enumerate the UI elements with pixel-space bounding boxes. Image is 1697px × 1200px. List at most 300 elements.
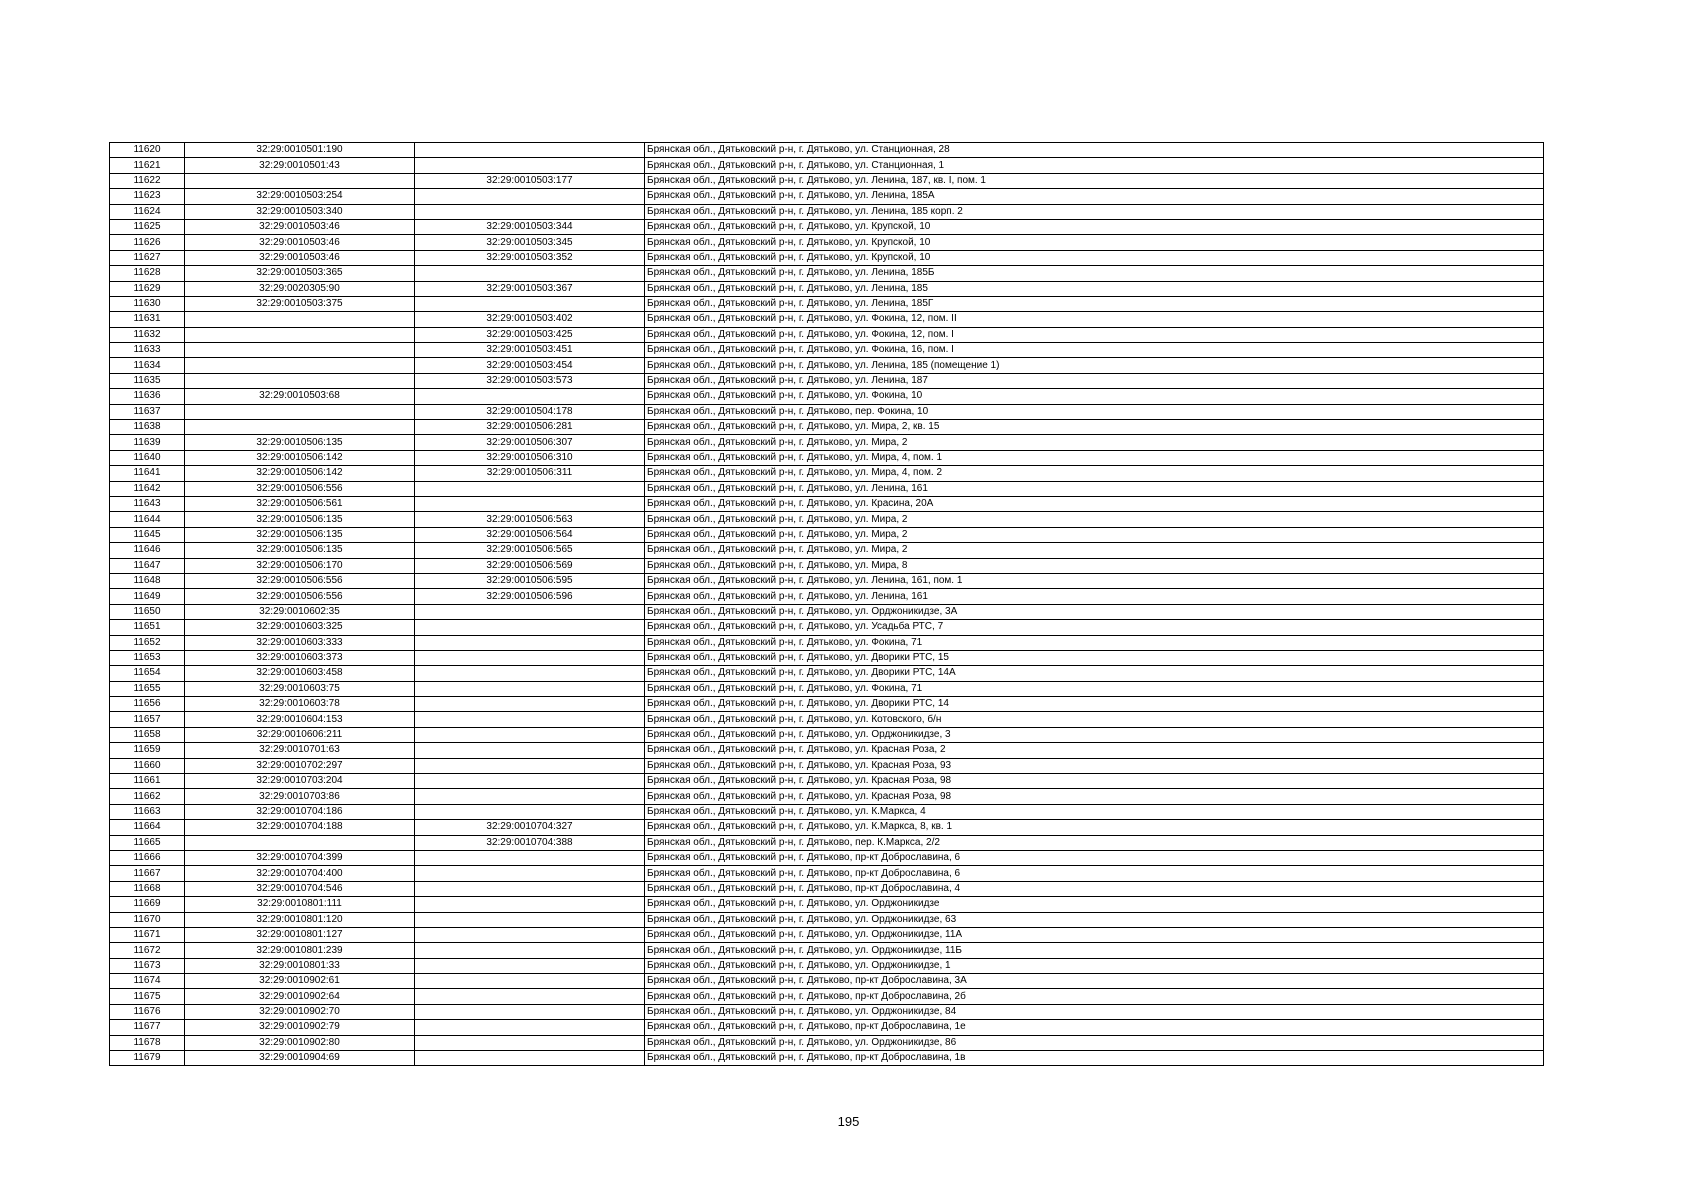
- cadastral-number-cell: 32:29:0010503:340: [185, 204, 415, 219]
- row-number-cell: 11632: [110, 327, 185, 342]
- premises-cadastral-number-cell: 32:29:0010506:563: [415, 512, 645, 527]
- row-number-cell: 11660: [110, 758, 185, 773]
- row-number-cell: 11649: [110, 589, 185, 604]
- premises-cadastral-number-cell: 32:29:0010503:344: [415, 219, 645, 234]
- address-cell: Брянская обл., Дятьковский р-н, г. Дятьково, ул. Орджоникидзе, 11Б: [645, 943, 1544, 958]
- premises-cadastral-number-cell: 32:29:0010504:178: [415, 404, 645, 419]
- row-number-cell: 11630: [110, 296, 185, 311]
- cadastral-number-cell: 32:29:0010503:46: [185, 219, 415, 234]
- address-cell: Брянская обл., Дятьковский р-н, г. Дятьково, ул. К.Маркса, 8, кв. 1: [645, 820, 1544, 835]
- row-number-cell: 11645: [110, 527, 185, 542]
- cadastral-number-cell: 32:29:0010603:458: [185, 666, 415, 681]
- table-row: [110, 158, 1544, 173]
- table-row: [110, 804, 1544, 819]
- row-number-cell: 11679: [110, 1051, 185, 1066]
- row-number-cell: 11634: [110, 358, 185, 373]
- cadastral-number-cell: 32:29:0010503:375: [185, 296, 415, 311]
- address-cell: Брянская обл., Дятьковский р-н, г. Дятьково, ул. Мира, 2: [645, 435, 1544, 450]
- cadastral-number-cell: 32:29:0010506:556: [185, 573, 415, 588]
- premises-cadastral-number-cell: [415, 743, 645, 758]
- premises-cadastral-number-cell: [415, 389, 645, 404]
- address-cell: Брянская обл., Дятьковский р-н, г. Дятьково, ул. Фокина, 10: [645, 389, 1544, 404]
- address-cell: Брянская обл., Дятьковский р-н, г. Дятьково, пер. К.Маркса, 2/2: [645, 835, 1544, 850]
- cadastral-number-cell: 32:29:0010503:365: [185, 266, 415, 281]
- address-cell: Брянская обл., Дятьковский р-н, г. Дятьково, ул. Дворики РТС, 14А: [645, 666, 1544, 681]
- cadastral-number-cell: [185, 173, 415, 188]
- address-cell: Брянская обл., Дятьковский р-н, г. Дятьково, ул. Котовского, б/н: [645, 712, 1544, 727]
- cadastral-number-cell: 32:29:0010801:239: [185, 943, 415, 958]
- table-row: [110, 189, 1544, 204]
- premises-cadastral-number-cell: [415, 650, 645, 665]
- address-cell: Брянская обл., Дятьковский р-н, г. Дятьково, ул. Ленина, 161: [645, 481, 1544, 496]
- address-cell: Брянская обл., Дятьковский р-н, г. Дятьково, пер. Фокина, 10: [645, 404, 1544, 419]
- row-number-cell: 11642: [110, 481, 185, 496]
- premises-cadastral-number-cell: [415, 496, 645, 511]
- address-cell: Брянская обл., Дятьковский р-н, г. Дятьково, пр-кт Доброславина, 3А: [645, 974, 1544, 989]
- address-cell: Брянская обл., Дятьковский р-н, г. Дятьково, ул. Ленина, 185 корп. 2: [645, 204, 1544, 219]
- address-cell: Брянская обл., Дятьковский р-н, г. Дятьково, ул. Орджоникидзе, 3: [645, 727, 1544, 742]
- address-cell: Брянская обл., Дятьковский р-н, г. Дятьково, ул. Фокина, 12, пом. II: [645, 312, 1544, 327]
- table-row: [110, 943, 1544, 958]
- table-row: [110, 666, 1544, 681]
- premises-cadastral-number-cell: [415, 927, 645, 942]
- premises-cadastral-number-cell: 32:29:0010506:595: [415, 573, 645, 588]
- premises-cadastral-number-cell: 32:29:0010503:454: [415, 358, 645, 373]
- table-row: [110, 697, 1544, 712]
- address-cell: Брянская обл., Дятьковский р-н, г. Дятьково, ул. Красная Роза, 98: [645, 789, 1544, 804]
- row-number-cell: 11635: [110, 373, 185, 388]
- cadastral-number-cell: 32:29:0010506:135: [185, 435, 415, 450]
- premises-cadastral-number-cell: [415, 897, 645, 912]
- cadastral-number-cell: 32:29:0010902:61: [185, 974, 415, 989]
- premises-cadastral-number-cell: 32:29:0010506:307: [415, 435, 645, 450]
- address-cell: Брянская обл., Дятьковский р-н, г. Дятьково, ул. Мира, 2: [645, 512, 1544, 527]
- row-number-cell: 11620: [110, 143, 185, 158]
- row-number-cell: 11643: [110, 496, 185, 511]
- premises-cadastral-number-cell: [415, 296, 645, 311]
- premises-cadastral-number-cell: 32:29:0010704:388: [415, 835, 645, 850]
- table-row: [110, 727, 1544, 742]
- row-number-cell: 11624: [110, 204, 185, 219]
- address-cell: Брянская обл., Дятьковский р-н, г. Дятьково, ул. Орджоникидзе, 3А: [645, 604, 1544, 619]
- row-number-cell: 11631: [110, 312, 185, 327]
- row-number-cell: 11667: [110, 866, 185, 881]
- cadastral-number-cell: 32:29:0010506:142: [185, 450, 415, 465]
- premises-cadastral-number-cell: [415, 974, 645, 989]
- premises-cadastral-number-cell: 32:29:0010506:310: [415, 450, 645, 465]
- table-row: [110, 173, 1544, 188]
- cadastral-number-cell: 32:29:0010603:75: [185, 681, 415, 696]
- premises-cadastral-number-cell: [415, 881, 645, 896]
- address-cell: Брянская обл., Дятьковский р-н, г. Дятьково, ул. Крупской, 10: [645, 250, 1544, 265]
- table-row: [110, 989, 1544, 1004]
- premises-cadastral-number-cell: [415, 989, 645, 1004]
- table-row: [110, 481, 1544, 496]
- table-row: [110, 435, 1544, 450]
- row-number-cell: 11675: [110, 989, 185, 1004]
- cadastral-number-cell: 32:29:0010801:127: [185, 927, 415, 942]
- cadastral-number-cell: 32:29:0010503:46: [185, 250, 415, 265]
- cadastral-number-cell: [185, 343, 415, 358]
- premises-cadastral-number-cell: [415, 204, 645, 219]
- premises-cadastral-number-cell: [415, 958, 645, 973]
- table-row: [110, 450, 1544, 465]
- row-number-cell: 11673: [110, 958, 185, 973]
- row-number-cell: 11650: [110, 604, 185, 619]
- cadastral-number-cell: 32:29:0010503:68: [185, 389, 415, 404]
- address-cell: Брянская обл., Дятьковский р-н, г. Дятьково, ул. Красная Роза, 2: [645, 743, 1544, 758]
- row-number-cell: 11654: [110, 666, 185, 681]
- premises-cadastral-number-cell: 32:29:0010503:451: [415, 343, 645, 358]
- cadastral-number-cell: 32:29:0010501:43: [185, 158, 415, 173]
- cadastral-number-cell: 32:29:0010603:78: [185, 697, 415, 712]
- row-number-cell: 11674: [110, 974, 185, 989]
- cadastral-number-cell: [185, 420, 415, 435]
- table-row: [110, 266, 1544, 281]
- row-number-cell: 11652: [110, 635, 185, 650]
- premises-cadastral-number-cell: [415, 850, 645, 865]
- table-row: [110, 466, 1544, 481]
- cadastral-number-cell: 32:29:0010801:120: [185, 912, 415, 927]
- table-row: [110, 712, 1544, 727]
- address-cell: Брянская обл., Дятьковский р-н, г. Дятьково, ул. Фокина, 71: [645, 681, 1544, 696]
- cadastral-number-cell: 32:29:0010506:170: [185, 558, 415, 573]
- row-number-cell: 11648: [110, 573, 185, 588]
- cadastral-number-cell: 32:29:0010501:190: [185, 143, 415, 158]
- table-row: [110, 343, 1544, 358]
- table-row: [110, 743, 1544, 758]
- cadastral-number-cell: 32:29:0010604:153: [185, 712, 415, 727]
- address-cell: Брянская обл., Дятьковский р-н, г. Дятьково, ул. Ленина, 187: [645, 373, 1544, 388]
- table-row: [110, 327, 1544, 342]
- premises-cadastral-number-cell: [415, 189, 645, 204]
- row-number-cell: 11641: [110, 466, 185, 481]
- table-row: [110, 404, 1544, 419]
- table-row: [110, 512, 1544, 527]
- cadastral-number-cell: 32:29:0010506:556: [185, 589, 415, 604]
- cadastral-number-cell: 32:29:0010704:546: [185, 881, 415, 896]
- row-number-cell: 11644: [110, 512, 185, 527]
- premises-cadastral-number-cell: [415, 1004, 645, 1019]
- cadastral-number-cell: 32:29:0010603:373: [185, 650, 415, 665]
- cadastral-number-cell: 32:29:0010704:186: [185, 804, 415, 819]
- address-cell: Брянская обл., Дятьковский р-н, г. Дятьково, ул. Орджоникидзе, 86: [645, 1035, 1544, 1050]
- address-cell: Брянская обл., Дятьковский р-н, г. Дятьково, пр-кт Доброславина, 4: [645, 881, 1544, 896]
- address-cell: Брянская обл., Дятьковский р-н, г. Дятьково, ул. Усадьба РТС, 7: [645, 620, 1544, 635]
- address-cell: Брянская обл., Дятьковский р-н, г. Дятьково, ул. Фокина, 12, пом. I: [645, 327, 1544, 342]
- row-number-cell: 11651: [110, 620, 185, 635]
- table-row: [110, 620, 1544, 635]
- cadastral-number-cell: 32:29:0010506:135: [185, 543, 415, 558]
- premises-cadastral-number-cell: 32:29:0010506:569: [415, 558, 645, 573]
- premises-cadastral-number-cell: 32:29:0010506:281: [415, 420, 645, 435]
- row-number-cell: 11629: [110, 281, 185, 296]
- premises-cadastral-number-cell: [415, 681, 645, 696]
- cadastral-number-cell: 32:29:0010801:33: [185, 958, 415, 973]
- address-cell: Брянская обл., Дятьковский р-н, г. Дятьково, пр-кт Доброславина, 6: [645, 866, 1544, 881]
- table-row: [110, 650, 1544, 665]
- row-number-cell: 11653: [110, 650, 185, 665]
- table-row: [110, 235, 1544, 250]
- row-number-cell: 11655: [110, 681, 185, 696]
- premises-cadastral-number-cell: [415, 943, 645, 958]
- row-number-cell: 11663: [110, 804, 185, 819]
- row-number-cell: 11656: [110, 697, 185, 712]
- row-number-cell: 11664: [110, 820, 185, 835]
- premises-cadastral-number-cell: [415, 712, 645, 727]
- row-number-cell: 11672: [110, 943, 185, 958]
- address-cell: Брянская обл., Дятьковский р-н, г. Дятьково, ул. Фокина, 71: [645, 635, 1544, 650]
- table-row: [110, 758, 1544, 773]
- row-number-cell: 11662: [110, 789, 185, 804]
- premises-cadastral-number-cell: 32:29:0010503:352: [415, 250, 645, 265]
- table-row: [110, 143, 1544, 158]
- address-cell: Брянская обл., Дятьковский р-н, г. Дятьково, ул. Мира, 2: [645, 543, 1544, 558]
- cadastral-number-cell: 32:29:0010703:86: [185, 789, 415, 804]
- cadastral-number-cell: 32:29:0010606:211: [185, 727, 415, 742]
- cadastral-number-cell: 32:29:0020305:90: [185, 281, 415, 296]
- premises-cadastral-number-cell: [415, 620, 645, 635]
- row-number-cell: 11638: [110, 420, 185, 435]
- table-row: [110, 281, 1544, 296]
- table-row: [110, 589, 1544, 604]
- address-cell: Брянская обл., Дятьковский р-н, г. Дятьково, ул. Орджоникидзе, 84: [645, 1004, 1544, 1019]
- table-row: [110, 573, 1544, 588]
- premises-cadastral-number-cell: 32:29:0010503:177: [415, 173, 645, 188]
- address-cell: Брянская обл., Дятьковский р-н, г. Дятьково, ул. Красная Роза, 98: [645, 774, 1544, 789]
- address-cell: Брянская обл., Дятьковский р-н, г. Дятьково, ул. Ленина, 185: [645, 281, 1544, 296]
- premises-cadastral-number-cell: [415, 697, 645, 712]
- cadastral-number-cell: 32:29:0010703:204: [185, 774, 415, 789]
- row-number-cell: 11640: [110, 450, 185, 465]
- cadastral-number-cell: 32:29:0010902:79: [185, 1020, 415, 1035]
- cadastral-number-cell: [185, 404, 415, 419]
- cadastral-number-cell: 32:29:0010704:399: [185, 850, 415, 865]
- row-number-cell: 11621: [110, 158, 185, 173]
- row-number-cell: 11633: [110, 343, 185, 358]
- table-row: [110, 681, 1544, 696]
- cadastral-number-cell: 32:29:0010503:254: [185, 189, 415, 204]
- row-number-cell: 11647: [110, 558, 185, 573]
- cadastral-number-cell: 32:29:0010506:556: [185, 481, 415, 496]
- premises-cadastral-number-cell: [415, 143, 645, 158]
- table-row: [110, 527, 1544, 542]
- table-row: [110, 312, 1544, 327]
- premises-cadastral-number-cell: 32:29:0010704:327: [415, 820, 645, 835]
- row-number-cell: 11670: [110, 912, 185, 927]
- address-cell: Брянская обл., Дятьковский р-н, г. Дятьково, пр-кт Доброславина, 2б: [645, 989, 1544, 1004]
- table-row: [110, 358, 1544, 373]
- premises-cadastral-number-cell: [415, 266, 645, 281]
- address-cell: Брянская обл., Дятьковский р-н, г. Дятьково, ул. Мира, 4, пом. 2: [645, 466, 1544, 481]
- premises-cadastral-number-cell: 32:29:0010503:573: [415, 373, 645, 388]
- address-cell: Брянская обл., Дятьковский р-н, г. Дятьково, пр-кт Доброславина, 6: [645, 850, 1544, 865]
- premises-cadastral-number-cell: [415, 1020, 645, 1035]
- row-number-cell: 11657: [110, 712, 185, 727]
- table-row: [110, 850, 1544, 865]
- table-row: [110, 219, 1544, 234]
- cadastral-number-cell: 32:29:0010704:188: [185, 820, 415, 835]
- address-cell: Брянская обл., Дятьковский р-н, г. Дятьково, ул. Фокина, 16, пом. I: [645, 343, 1544, 358]
- address-cell: Брянская обл., Дятьковский р-н, г. Дятьково, ул. Орджоникидзе, 11А: [645, 927, 1544, 942]
- table-row: [110, 635, 1544, 650]
- premises-cadastral-number-cell: 32:29:0010503:345: [415, 235, 645, 250]
- table-row: [110, 1051, 1544, 1066]
- premises-cadastral-number-cell: [415, 804, 645, 819]
- registry-table: [109, 142, 1544, 1066]
- cadastral-number-cell: 32:29:0010902:80: [185, 1035, 415, 1050]
- premises-cadastral-number-cell: [415, 666, 645, 681]
- table-row: [110, 373, 1544, 388]
- row-number-cell: 11659: [110, 743, 185, 758]
- cadastral-number-cell: 32:29:0010506:135: [185, 512, 415, 527]
- row-number-cell: 11658: [110, 727, 185, 742]
- cadastral-number-cell: 32:29:0010704:400: [185, 866, 415, 881]
- address-cell: Брянская обл., Дятьковский р-н, г. Дятьково, ул. Ленина, 185 (помещение 1): [645, 358, 1544, 373]
- table-row: [110, 820, 1544, 835]
- cadastral-number-cell: [185, 373, 415, 388]
- cadastral-number-cell: 32:29:0010902:64: [185, 989, 415, 1004]
- table-row: [110, 496, 1544, 511]
- table-row: [110, 1035, 1544, 1050]
- table-row: [110, 1004, 1544, 1019]
- table-row: [110, 604, 1544, 619]
- premises-cadastral-number-cell: [415, 481, 645, 496]
- row-number-cell: 11669: [110, 897, 185, 912]
- address-cell: Брянская обл., Дятьковский р-н, г. Дятьково, ул. Красина, 20А: [645, 496, 1544, 511]
- table-row: [110, 774, 1544, 789]
- cadastral-number-cell: 32:29:0010603:325: [185, 620, 415, 635]
- address-cell: Брянская обл., Дятьковский р-н, г. Дятьково, ул. Станционная, 28: [645, 143, 1544, 158]
- row-number-cell: 11636: [110, 389, 185, 404]
- row-number-cell: 11676: [110, 1004, 185, 1019]
- row-number-cell: 11626: [110, 235, 185, 250]
- address-cell: Брянская обл., Дятьковский р-н, г. Дятьково, ул. Ленина, 185А: [645, 189, 1544, 204]
- row-number-cell: 11622: [110, 173, 185, 188]
- cadastral-number-cell: [185, 312, 415, 327]
- row-number-cell: 11628: [110, 266, 185, 281]
- table-row: [110, 296, 1544, 311]
- table-row: [110, 912, 1544, 927]
- table-row: [110, 389, 1544, 404]
- cadastral-number-cell: 32:29:0010503:46: [185, 235, 415, 250]
- premises-cadastral-number-cell: [415, 789, 645, 804]
- premises-cadastral-number-cell: 32:29:0010503:425: [415, 327, 645, 342]
- row-number-cell: 11678: [110, 1035, 185, 1050]
- premises-cadastral-number-cell: 32:29:0010506:564: [415, 527, 645, 542]
- table-row: [110, 927, 1544, 942]
- address-cell: Брянская обл., Дятьковский р-н, г. Дятьково, пр-кт Доброславина, 1в: [645, 1051, 1544, 1066]
- row-number-cell: 11646: [110, 543, 185, 558]
- premises-cadastral-number-cell: 32:29:0010506:565: [415, 543, 645, 558]
- cadastral-number-cell: 32:29:0010701:63: [185, 743, 415, 758]
- address-cell: Брянская обл., Дятьковский р-н, г. Дятьково, пр-кт Доброславина, 1е: [645, 1020, 1544, 1035]
- address-cell: Брянская обл., Дятьковский р-н, г. Дятьково, ул. Дворики РТС, 14: [645, 697, 1544, 712]
- address-cell: Брянская обл., Дятьковский р-н, г. Дятьково, ул. Крупской, 10: [645, 219, 1544, 234]
- table-row: [110, 974, 1544, 989]
- address-cell: Брянская обл., Дятьковский р-н, г. Дятьково, ул. Мира, 8: [645, 558, 1544, 573]
- premises-cadastral-number-cell: [415, 1035, 645, 1050]
- cadastral-number-cell: [185, 327, 415, 342]
- row-number-cell: 11665: [110, 835, 185, 850]
- premises-cadastral-number-cell: 32:29:0010503:367: [415, 281, 645, 296]
- address-cell: Брянская обл., Дятьковский р-н, г. Дятьково, ул. Ленина, 185Г: [645, 296, 1544, 311]
- address-cell: Брянская обл., Дятьковский р-н, г. Дятьково, ул. Крупской, 10: [645, 235, 1544, 250]
- premises-cadastral-number-cell: [415, 866, 645, 881]
- premises-cadastral-number-cell: 32:29:0010503:402: [415, 312, 645, 327]
- cadastral-number-cell: 32:29:0010506:142: [185, 466, 415, 481]
- address-cell: Брянская обл., Дятьковский р-н, г. Дятьково, ул. К.Маркса, 4: [645, 804, 1544, 819]
- address-cell: Брянская обл., Дятьковский р-н, г. Дятьково, ул. Красная Роза, 93: [645, 758, 1544, 773]
- row-number-cell: 11671: [110, 927, 185, 942]
- premises-cadastral-number-cell: 32:29:0010506:311: [415, 466, 645, 481]
- row-number-cell: 11627: [110, 250, 185, 265]
- cadastral-number-cell: [185, 835, 415, 850]
- table-row: [110, 835, 1544, 850]
- cadastral-number-cell: [185, 358, 415, 373]
- address-cell: Брянская обл., Дятьковский р-н, г. Дятьково, ул. Орджоникидзе, 1: [645, 958, 1544, 973]
- cadastral-number-cell: 32:29:0010702:297: [185, 758, 415, 773]
- registry-body: [110, 143, 1544, 1066]
- cadastral-number-cell: 32:29:0010506:561: [185, 496, 415, 511]
- table-row: [110, 958, 1544, 973]
- table-row: [110, 866, 1544, 881]
- premises-cadastral-number-cell: [415, 774, 645, 789]
- table-row: [110, 881, 1544, 896]
- premises-cadastral-number-cell: [415, 758, 645, 773]
- address-cell: Брянская обл., Дятьковский р-н, г. Дятьково, ул. Ленина, 161: [645, 589, 1544, 604]
- row-number-cell: 11639: [110, 435, 185, 450]
- address-cell: Брянская обл., Дятьковский р-н, г. Дятьково, ул. Орджоникидзе, 63: [645, 912, 1544, 927]
- premises-cadastral-number-cell: [415, 1051, 645, 1066]
- address-cell: Брянская обл., Дятьковский р-н, г. Дятьково, ул. Мира, 2: [645, 527, 1544, 542]
- table-row: [110, 420, 1544, 435]
- cadastral-number-cell: 32:29:0010506:135: [185, 527, 415, 542]
- cadastral-number-cell: 32:29:0010902:70: [185, 1004, 415, 1019]
- premises-cadastral-number-cell: [415, 912, 645, 927]
- address-cell: Брянская обл., Дятьковский р-н, г. Дятьково, ул. Дворики РТС, 15: [645, 650, 1544, 665]
- address-cell: Брянская обл., Дятьковский р-н, г. Дятьково, ул. Мира, 4, пом. 1: [645, 450, 1544, 465]
- row-number-cell: 11666: [110, 850, 185, 865]
- address-cell: Брянская обл., Дятьковский р-н, г. Дятьково, ул. Ленина, 161, пом. 1: [645, 573, 1544, 588]
- address-cell: Брянская обл., Дятьковский р-н, г. Дятьково, ул. Станционная, 1: [645, 158, 1544, 173]
- table-row: [110, 1020, 1544, 1035]
- cadastral-number-cell: 32:29:0010801:111: [185, 897, 415, 912]
- premises-cadastral-number-cell: [415, 635, 645, 650]
- page-number: 195: [837, 1114, 860, 1129]
- address-cell: Брянская обл., Дятьковский р-н, г. Дятьково, ул. Орджоникидзе: [645, 897, 1544, 912]
- premises-cadastral-number-cell: [415, 727, 645, 742]
- table-row: [110, 204, 1544, 219]
- address-cell: Брянская обл., Дятьковский р-н, г. Дятьково, ул. Ленина, 187, кв. I, пом. 1: [645, 173, 1544, 188]
- table-row: [110, 789, 1544, 804]
- address-cell: Брянская обл., Дятьковский р-н, г. Дятьково, ул. Мира, 2, кв. 15: [645, 420, 1544, 435]
- table-row: [110, 543, 1544, 558]
- row-number-cell: 11637: [110, 404, 185, 419]
- row-number-cell: 11677: [110, 1020, 185, 1035]
- row-number-cell: 11623: [110, 189, 185, 204]
- address-cell: Брянская обл., Дятьковский р-н, г. Дятьково, ул. Ленина, 185Б: [645, 266, 1544, 281]
- premises-cadastral-number-cell: [415, 158, 645, 173]
- row-number-cell: 11668: [110, 881, 185, 896]
- table-row: [110, 250, 1544, 265]
- row-number-cell: 11661: [110, 774, 185, 789]
- row-number-cell: 11625: [110, 219, 185, 234]
- cadastral-number-cell: 32:29:0010904:69: [185, 1051, 415, 1066]
- premises-cadastral-number-cell: [415, 604, 645, 619]
- table-row: [110, 897, 1544, 912]
- cadastral-number-cell: 32:29:0010602:35: [185, 604, 415, 619]
